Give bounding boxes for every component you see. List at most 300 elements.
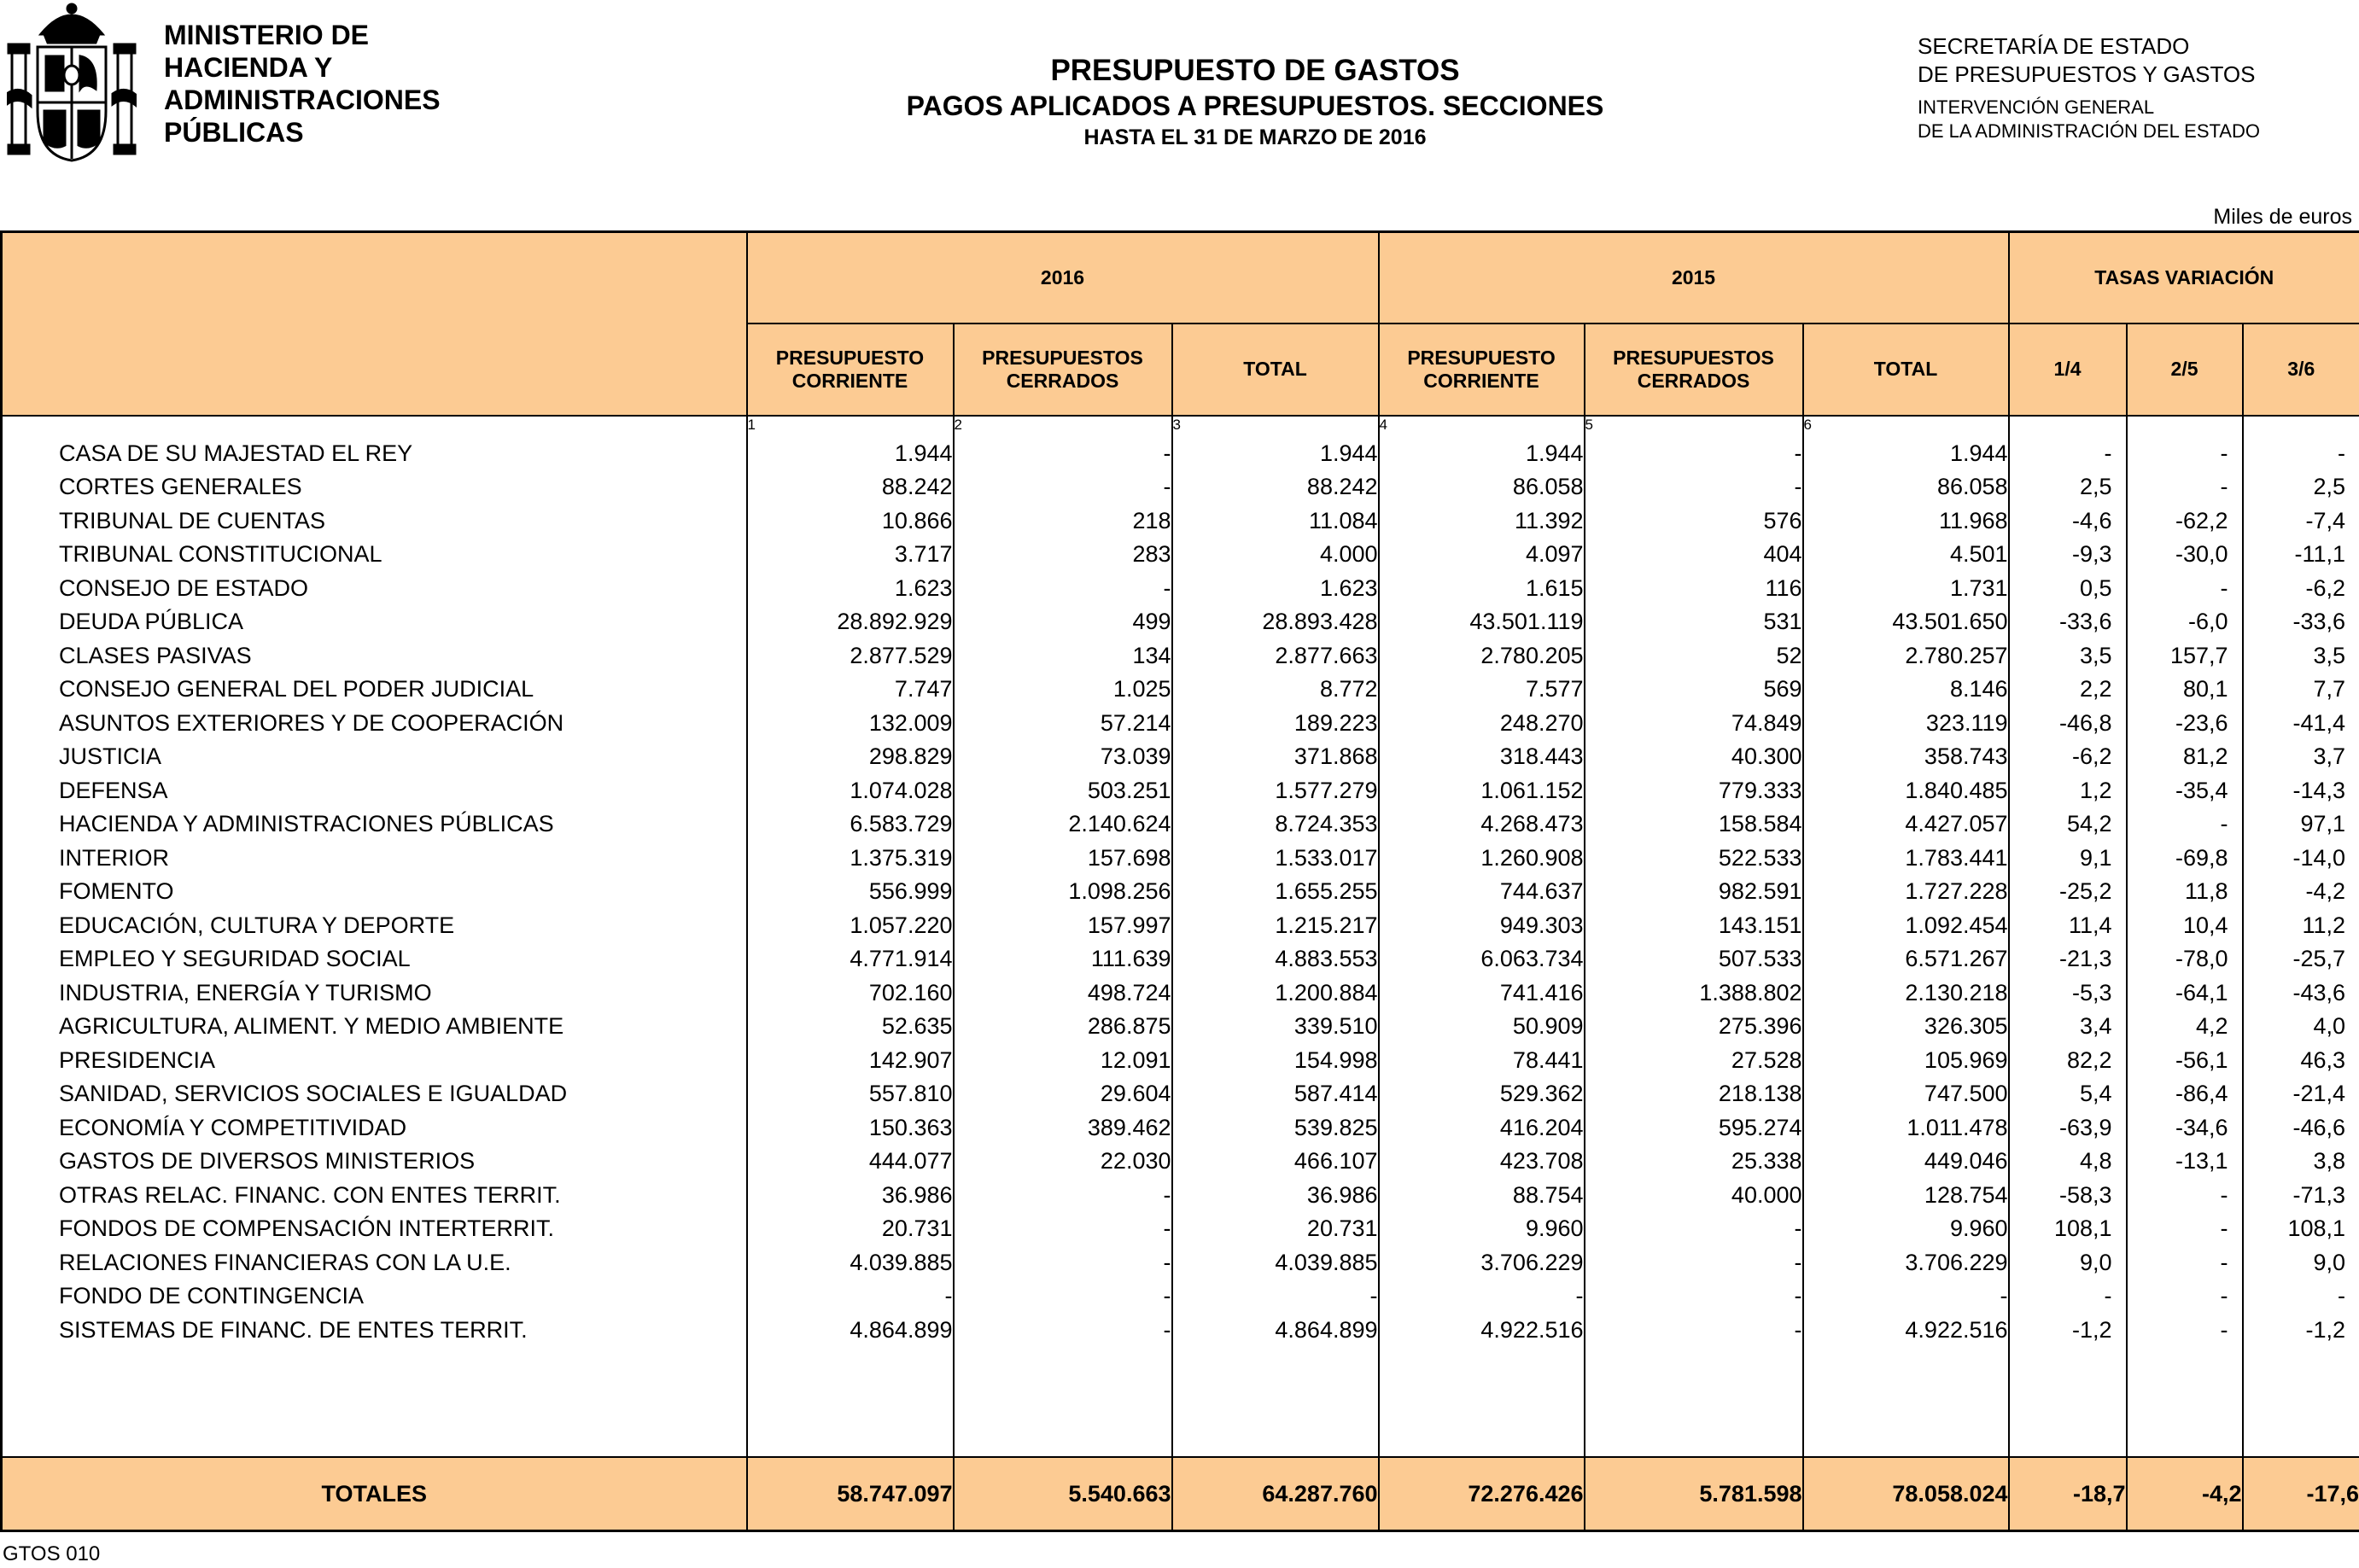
value-cell: 11,8 <box>2127 875 2243 909</box>
value-cell: 142.907 <box>747 1044 954 1078</box>
value-cell: 157.997 <box>954 909 1172 943</box>
section-name: RELACIONES FINANCIERAS CON LA U.E. <box>59 1249 511 1275</box>
value-cell: -21,3 <box>2009 942 2127 976</box>
value-cell: - <box>2009 437 2127 471</box>
value-cell: - <box>2127 1246 2243 1280</box>
value-cell: 326.305 <box>1803 1010 2009 1044</box>
value-cell: 1.025 <box>954 673 1172 707</box>
column-header: 3/6 <box>2243 324 2359 416</box>
value-cell: 25.338 <box>1585 1145 1803 1179</box>
value-cell: 3,5 <box>2009 639 2127 673</box>
value-cell: 339.510 <box>1172 1010 1379 1044</box>
table-row <box>2 605 2359 639</box>
value-cell: 283 <box>954 538 1172 572</box>
value-cell: 5,4 <box>2009 1077 2127 1111</box>
value-cell: 4.864.899 <box>747 1314 954 1348</box>
value-cell: -1,2 <box>2243 1314 2359 1348</box>
value-cell: -33,6 <box>2243 605 2359 639</box>
section-name: CONSEJO DE ESTADO <box>59 574 309 601</box>
value-cell: 7,7 <box>2243 673 2359 707</box>
section-name: GASTOS DE DIVERSOS MINISTERIOS <box>59 1148 476 1175</box>
value-cell: -35,4 <box>2127 774 2243 808</box>
value-cell: 1.840.485 <box>1803 774 2009 808</box>
value-cell: 371.868 <box>1172 740 1379 774</box>
units-label: Miles de euros <box>2213 205 2352 229</box>
section-name: EMPLEO Y SEGURIDAD SOCIAL <box>59 946 411 972</box>
value-cell: 1.061.152 <box>1379 774 1585 808</box>
value-cell: 1.944 <box>1172 437 1379 471</box>
value-cell: -4,2 <box>2243 875 2359 909</box>
value-cell: 3.706.229 <box>1379 1246 1585 1280</box>
value-cell: 358.743 <box>1803 740 2009 774</box>
value-cell: 982.591 <box>1585 875 1803 909</box>
value-cell: - <box>954 470 1172 504</box>
value-cell: 531 <box>1585 605 1803 639</box>
value-cell: -56,1 <box>2127 1044 2243 1078</box>
value-cell: 10,4 <box>2127 909 2243 943</box>
value-cell: 28.892.929 <box>747 605 954 639</box>
value-cell: 11,2 <box>2243 909 2359 943</box>
section-name: SANIDAD, SERVICIOS SOCIALES E IGUALDAD <box>59 1081 568 1107</box>
section-name: HACIENDA Y ADMINISTRACIONES PÚBLICAS <box>59 811 554 837</box>
value-cell: -78,0 <box>2127 942 2243 976</box>
value-cell: 4.501 <box>1803 538 2009 572</box>
value-cell: 3,4 <box>2009 1010 2127 1044</box>
value-cell: 2,5 <box>2009 470 2127 504</box>
report-date: HASTA EL 31 DE MARZO DE 2016 <box>1083 125 1427 149</box>
value-cell: - <box>1803 1279 2009 1314</box>
value-cell: -64,1 <box>2127 976 2243 1011</box>
value-cell: - <box>747 1279 954 1314</box>
value-cell: 36.986 <box>1172 1179 1379 1213</box>
column-header: PRESUPUESTOS CERRADOS <box>954 324 1172 416</box>
value-cell: 80,1 <box>2127 673 2243 707</box>
section-name: AGRICULTURA, ALIMENT. Y MEDIO AMBIENTE <box>59 1013 564 1040</box>
value-cell: 587.414 <box>1172 1077 1379 1111</box>
value-cell: 1.092.454 <box>1803 909 2009 943</box>
header-empty-cell <box>2 232 747 416</box>
expenses-table <box>0 230 2359 1532</box>
section-name: INDUSTRIA, ENERGÍA Y TURISMO <box>59 979 432 1006</box>
value-cell: 132.009 <box>747 707 954 741</box>
secretaria-block <box>1918 32 2260 143</box>
value-cell: 1.944 <box>1379 437 1585 471</box>
value-cell: -34,6 <box>2127 1111 2243 1145</box>
column-number: 4 <box>1379 416 1585 437</box>
ministry-line: ADMINISTRACIONES <box>164 85 441 115</box>
table-row <box>2 875 2359 909</box>
table-row <box>2 470 2359 504</box>
value-cell: -25,2 <box>2009 875 2127 909</box>
value-cell: 108,1 <box>2009 1212 2127 1246</box>
value-cell: 54,2 <box>2009 807 2127 842</box>
value-cell: 20.731 <box>1172 1212 1379 1246</box>
value-cell: 52.635 <box>747 1010 954 1044</box>
value-cell: 8.772 <box>1172 673 1379 707</box>
value-cell: -62,2 <box>2127 504 2243 539</box>
value-cell: 1.944 <box>747 437 954 471</box>
value-cell: - <box>2127 1314 2243 1348</box>
value-cell: -69,8 <box>2127 842 2243 876</box>
value-cell: - <box>2127 572 2243 606</box>
table-row <box>2 807 2359 842</box>
report-subtitle: PAGOS APLICADOS A PRESUPUESTOS. SECCIONES <box>906 90 1604 121</box>
value-cell: 466.107 <box>1172 1145 1379 1179</box>
value-cell: 522.533 <box>1585 842 1803 876</box>
value-cell: 11,4 <box>2009 909 2127 943</box>
value-cell: 4,8 <box>2009 1145 2127 1179</box>
value-cell: 9.960 <box>1379 1212 1585 1246</box>
value-cell: - <box>2127 470 2243 504</box>
value-cell: 111.639 <box>954 942 1172 976</box>
value-cell: 40.000 <box>1585 1179 1803 1213</box>
value-cell: 50.909 <box>1379 1010 1585 1044</box>
value-cell: 2.130.218 <box>1803 976 2009 1011</box>
column-number: 2 <box>954 416 1172 437</box>
value-cell: 1.623 <box>747 572 954 606</box>
value-cell: - <box>954 572 1172 606</box>
section-name: ECONOMÍA Y COMPETITIVIDAD <box>59 1114 407 1140</box>
value-cell: 86.058 <box>1379 470 1585 504</box>
value-cell: 1,2 <box>2009 774 2127 808</box>
value-cell: 46,3 <box>2243 1044 2359 1078</box>
value-cell: 2,5 <box>2243 470 2359 504</box>
value-cell: 449.046 <box>1803 1145 2009 1179</box>
group-header-2016: 2016 <box>747 232 1379 324</box>
value-cell: -58,3 <box>2009 1179 2127 1213</box>
table-row <box>2 1212 2359 1246</box>
value-cell: 498.724 <box>954 976 1172 1011</box>
value-cell: - <box>2127 1179 2243 1213</box>
value-cell: 4,2 <box>2127 1010 2243 1044</box>
table-row <box>2 909 2359 943</box>
value-cell: 744.637 <box>1379 875 1585 909</box>
column-number: 1 <box>747 416 954 437</box>
value-cell: - <box>954 437 1172 471</box>
value-cell: 741.416 <box>1379 976 1585 1011</box>
value-cell: -23,6 <box>2127 707 2243 741</box>
value-cell: 2.780.205 <box>1379 639 1585 673</box>
value-cell: 4.097 <box>1379 538 1585 572</box>
value-cell: - <box>1172 1279 1379 1314</box>
value-cell: -6,2 <box>2009 740 2127 774</box>
value-cell: 1.375.319 <box>747 842 954 876</box>
value-cell: - <box>1585 470 1803 504</box>
value-cell: 2.140.624 <box>954 807 1172 842</box>
value-cell: - <box>2127 807 2243 842</box>
value-cell: 128.754 <box>1803 1179 2009 1213</box>
value-cell: 7.747 <box>747 673 954 707</box>
value-cell: 7.577 <box>1379 673 1585 707</box>
value-cell: - <box>954 1212 1172 1246</box>
intervencion-line: DE LA ADMINISTRACIÓN DEL ESTADO <box>1918 120 2260 142</box>
value-cell: 556.999 <box>747 875 954 909</box>
value-cell: 702.160 <box>747 976 954 1011</box>
value-cell: 88.754 <box>1379 1179 1585 1213</box>
value-cell: 52 <box>1585 639 1803 673</box>
value-cell: 1.577.279 <box>1172 774 1379 808</box>
table-row <box>2 1145 2359 1179</box>
value-cell: 595.274 <box>1585 1111 1803 1145</box>
value-cell: 323.119 <box>1803 707 2009 741</box>
value-cell: 157,7 <box>2127 639 2243 673</box>
value-cell: -30,0 <box>2127 538 2243 572</box>
value-cell: -11,1 <box>2243 538 2359 572</box>
value-cell: - <box>954 1279 1172 1314</box>
value-cell: 1.944 <box>1803 437 2009 471</box>
value-cell: 949.303 <box>1379 909 1585 943</box>
value-cell: - <box>1585 1246 1803 1280</box>
table-row <box>2 1279 2359 1314</box>
value-cell: 507.533 <box>1585 942 1803 976</box>
value-cell: 82,2 <box>2009 1044 2127 1078</box>
total-value-cell: 5.540.663 <box>954 1457 1172 1531</box>
report-titles <box>743 53 1767 152</box>
coat-of-arms-emblem <box>7 0 137 164</box>
value-cell: 318.443 <box>1379 740 1585 774</box>
table-row <box>2 1246 2359 1280</box>
value-cell: 6.571.267 <box>1803 942 2009 976</box>
value-cell: 4.922.516 <box>1379 1314 1585 1348</box>
value-cell: - <box>1585 1279 1803 1314</box>
value-cell: 143.151 <box>1585 909 1803 943</box>
value-cell: 1.731 <box>1803 572 2009 606</box>
value-cell: 2.877.529 <box>747 639 954 673</box>
value-cell: 6.583.729 <box>747 807 954 842</box>
value-cell: 1.200.884 <box>1172 976 1379 1011</box>
value-cell: 539.825 <box>1172 1111 1379 1145</box>
table-row <box>2 1077 2359 1111</box>
value-cell: 1.057.220 <box>747 909 954 943</box>
table-row <box>2 538 2359 572</box>
value-cell: 105.969 <box>1803 1044 2009 1078</box>
table-row <box>2 740 2359 774</box>
value-cell: 9,1 <box>2009 842 2127 876</box>
value-cell: 9,0 <box>2009 1246 2127 1280</box>
total-value-cell: 64.287.760 <box>1172 1457 1379 1531</box>
column-header: 1/4 <box>2009 324 2127 416</box>
section-name: FONDOS DE COMPENSACIÓN INTERTERRIT. <box>59 1215 555 1242</box>
value-cell: 1.533.017 <box>1172 842 1379 876</box>
value-cell: 275.396 <box>1585 1010 1803 1044</box>
ministry-line: PÚBLICAS <box>164 117 304 148</box>
value-cell: 3.706.229 <box>1803 1246 2009 1280</box>
value-cell: - <box>2243 1279 2359 1314</box>
value-cell: -13,1 <box>2127 1145 2243 1179</box>
total-value-cell: -18,7 <box>2009 1457 2127 1531</box>
value-cell: 4.427.057 <box>1803 807 2009 842</box>
value-cell: 747.500 <box>1803 1077 2009 1111</box>
value-cell: -33,6 <box>2009 605 2127 639</box>
total-value-cell: 58.747.097 <box>747 1457 954 1531</box>
column-header: TOTAL <box>1803 324 2009 416</box>
value-cell: -7,4 <box>2243 504 2359 539</box>
value-cell: 4.039.885 <box>1172 1246 1379 1280</box>
value-cell: 1.098.256 <box>954 875 1172 909</box>
value-cell: 3,8 <box>2243 1145 2359 1179</box>
value-cell: -5,3 <box>2009 976 2127 1011</box>
value-cell: 779.333 <box>1585 774 1803 808</box>
value-cell: 12.091 <box>954 1044 1172 1078</box>
report-code: GTOS 010 <box>3 1542 101 1565</box>
value-cell: -6,0 <box>2127 605 2243 639</box>
column-header: PRESUPUESTO CORRIENTE <box>1379 324 1585 416</box>
value-cell: 3,5 <box>2243 639 2359 673</box>
column-number: 6 <box>1803 416 2009 437</box>
value-cell: 444.077 <box>747 1145 954 1179</box>
ministry-name <box>164 19 441 149</box>
value-cell: 20.731 <box>747 1212 954 1246</box>
table-row <box>2 1111 2359 1145</box>
value-cell: -1,2 <box>2009 1314 2127 1348</box>
total-value-cell: -4,2 <box>2127 1457 2243 1531</box>
value-cell: 389.462 <box>954 1111 1172 1145</box>
table-row <box>2 504 2359 539</box>
totals-row <box>2 1457 2359 1531</box>
value-cell: - <box>2127 1279 2243 1314</box>
section-name: SISTEMAS DE FINANC. DE ENTES TERRIT. <box>59 1316 528 1343</box>
value-cell: 3.717 <box>747 538 954 572</box>
value-cell: 134 <box>954 639 1172 673</box>
value-cell: - <box>1585 1314 1803 1348</box>
value-cell: 8.146 <box>1803 673 2009 707</box>
secretaria-line: SECRETARÍA DE ESTADO <box>1918 33 2190 59</box>
section-name: CORTES GENERALES <box>59 474 302 500</box>
value-cell: -14,3 <box>2243 774 2359 808</box>
value-cell: 2,2 <box>2009 673 2127 707</box>
section-name: CLASES PASIVAS <box>59 642 252 668</box>
value-cell: - <box>2009 1279 2127 1314</box>
value-cell: 4.268.473 <box>1379 807 1585 842</box>
value-cell: 86.058 <box>1803 470 2009 504</box>
value-cell: 1.260.908 <box>1379 842 1585 876</box>
value-cell: 6.063.734 <box>1379 942 1585 976</box>
value-cell: 404 <box>1585 538 1803 572</box>
value-cell: 9.960 <box>1803 1212 2009 1246</box>
value-cell: 576 <box>1585 504 1803 539</box>
value-cell: - <box>1585 437 1803 471</box>
table-row <box>2 774 2359 808</box>
value-cell: 416.204 <box>1379 1111 1585 1145</box>
group-header-2015: 2015 <box>1379 232 2009 324</box>
value-cell: 286.875 <box>954 1010 1172 1044</box>
value-cell: 1.655.255 <box>1172 875 1379 909</box>
value-cell: 4.883.553 <box>1172 942 1379 976</box>
column-number: 5 <box>1585 416 1803 437</box>
value-cell: 0,5 <box>2009 572 2127 606</box>
value-cell: - <box>1379 1279 1585 1314</box>
value-cell: 1.727.228 <box>1803 875 2009 909</box>
value-cell: 1.615 <box>1379 572 1585 606</box>
value-cell: 557.810 <box>747 1077 954 1111</box>
value-cell: 1.388.802 <box>1585 976 1803 1011</box>
value-cell: 29.604 <box>954 1077 1172 1111</box>
value-cell: - <box>2127 437 2243 471</box>
value-cell: -9,3 <box>2009 538 2127 572</box>
section-name: ASUNTOS EXTERIORES Y DE COOPERACIÓN <box>59 709 564 736</box>
value-cell: 4.000 <box>1172 538 1379 572</box>
value-cell: - <box>1585 1212 1803 1246</box>
total-value-cell: -17,6 <box>2243 1457 2359 1531</box>
value-cell: 529.362 <box>1379 1077 1585 1111</box>
table-row <box>2 437 2359 471</box>
value-cell: 11.084 <box>1172 504 1379 539</box>
section-name: DEFENSA <box>59 777 168 803</box>
value-cell: 57.214 <box>954 707 1172 741</box>
secretaria-line: DE PRESUPUESTOS Y GASTOS <box>1918 61 2256 87</box>
value-cell: 503.251 <box>954 774 1172 808</box>
value-cell: -14,0 <box>2243 842 2359 876</box>
value-cell: -46,8 <box>2009 707 2127 741</box>
value-cell: 10.866 <box>747 504 954 539</box>
value-cell: -46,6 <box>2243 1111 2359 1145</box>
table-row <box>2 942 2359 976</box>
column-header: PRESUPUESTO CORRIENTE <box>747 324 954 416</box>
value-cell: 218.138 <box>1585 1077 1803 1111</box>
value-cell: 499 <box>954 605 1172 639</box>
section-name: DEUDA PÚBLICA <box>59 609 244 635</box>
section-name: PRESIDENCIA <box>59 1046 216 1073</box>
value-cell: -41,4 <box>2243 707 2359 741</box>
value-cell: 97,1 <box>2243 807 2359 842</box>
intervencion-line: INTERVENCIÓN GENERAL <box>1918 96 2155 118</box>
section-name: CASA DE SU MAJESTAD EL REY <box>59 440 413 466</box>
value-cell: 248.270 <box>1379 707 1585 741</box>
section-name: FOMENTO <box>59 878 174 905</box>
table-row <box>2 707 2359 741</box>
section-name: CONSEJO GENERAL DEL PODER JUDICIAL <box>59 676 534 702</box>
value-cell: 154.998 <box>1172 1044 1379 1078</box>
value-cell: 11.392 <box>1379 504 1585 539</box>
value-cell: 4.922.516 <box>1803 1314 2009 1348</box>
total-value-cell: 5.781.598 <box>1585 1457 1803 1531</box>
section-name: TRIBUNAL CONSTITUCIONAL <box>59 541 382 568</box>
value-cell: - <box>2127 1212 2243 1246</box>
value-cell: 423.708 <box>1379 1145 1585 1179</box>
value-cell: 28.893.428 <box>1172 605 1379 639</box>
value-cell: 88.242 <box>1172 470 1379 504</box>
column-header: 2/5 <box>2127 324 2243 416</box>
value-cell: 4.771.914 <box>747 942 954 976</box>
value-cell: 9,0 <box>2243 1246 2359 1280</box>
table-row <box>2 1179 2359 1213</box>
value-cell: - <box>954 1246 1172 1280</box>
value-cell: 1.783.441 <box>1803 842 2009 876</box>
value-cell: - <box>954 1179 1172 1213</box>
value-cell: 22.030 <box>954 1145 1172 1179</box>
table-row <box>2 842 2359 876</box>
value-cell: 74.849 <box>1585 707 1803 741</box>
column-number: 3 <box>1172 416 1379 437</box>
value-cell: 116 <box>1585 572 1803 606</box>
group-header-tasas: TASAS VARIACIÓN <box>2009 232 2359 324</box>
value-cell: 27.528 <box>1585 1044 1803 1078</box>
value-cell: -71,3 <box>2243 1179 2359 1213</box>
value-cell: 157.698 <box>954 842 1172 876</box>
value-cell: -63,9 <box>2009 1111 2127 1145</box>
value-cell: 218 <box>954 504 1172 539</box>
value-cell: -4,6 <box>2009 504 2127 539</box>
value-cell: - <box>2243 437 2359 471</box>
value-cell: 2.780.257 <box>1803 639 2009 673</box>
value-cell: 158.584 <box>1585 807 1803 842</box>
section-name: JUSTICIA <box>59 743 162 770</box>
value-cell: 4.864.899 <box>1172 1314 1379 1348</box>
section-name: FONDO DE CONTINGENCIA <box>59 1283 365 1309</box>
section-name: EDUCACIÓN, CULTURA Y DEPORTE <box>59 912 455 938</box>
value-cell: -25,7 <box>2243 942 2359 976</box>
table-row <box>2 1314 2359 1348</box>
